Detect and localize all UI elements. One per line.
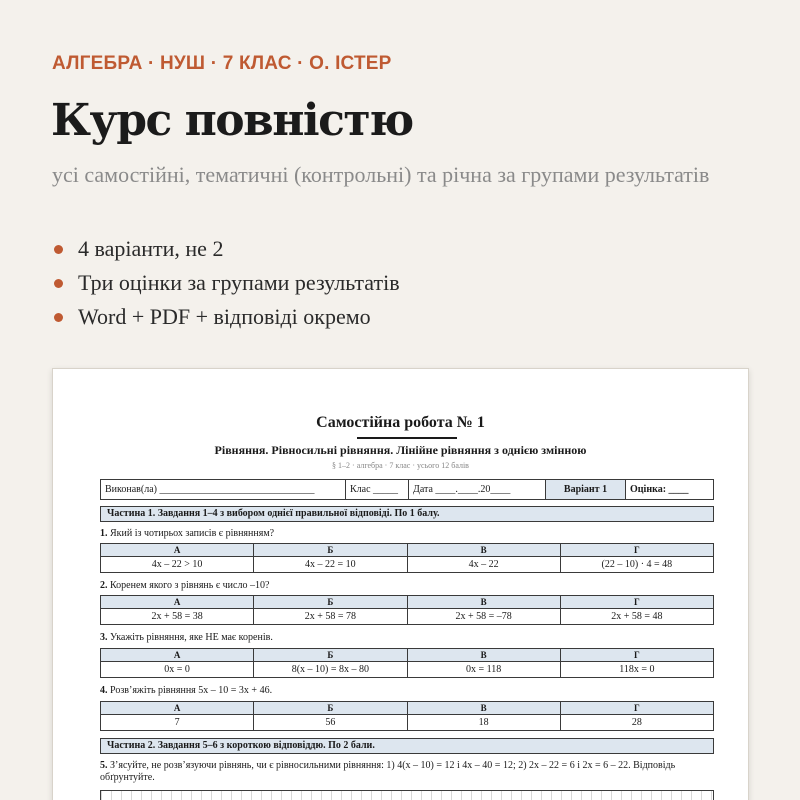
question-text: Коренем якого з рівнянь є число –10?	[107, 580, 270, 591]
answer-options-4	[100, 701, 714, 731]
bullet-dot-icon	[54, 279, 63, 288]
option-letter: А	[101, 596, 254, 609]
option-letter: Г	[560, 596, 713, 609]
question-text: Який із чотирьох записів є рівнянням?	[107, 528, 275, 539]
option-letter: Г	[560, 649, 713, 662]
option-letter: В	[407, 596, 560, 609]
answer-options-2	[100, 595, 714, 625]
student-name-field: Виконав(ла) _______________________________	[101, 480, 346, 500]
feature-text: 4 варіанти, не 2	[78, 236, 224, 261]
option-value: 2x + 58 = 38	[101, 609, 254, 625]
question-number: 5.	[100, 760, 108, 771]
feature-text: Три оцінки за групами результатів	[78, 270, 400, 295]
question-number: 2.	[100, 580, 108, 591]
question-5	[100, 760, 714, 784]
option-value: 2x + 58 = 48	[560, 609, 713, 625]
option-letter: А	[101, 544, 254, 557]
option-letter: Г	[560, 544, 713, 557]
question-1	[100, 528, 274, 539]
worksheet-title: Самостійна робота № 1	[316, 414, 485, 431]
part-2-heading: Частина 2. Завдання 5–6 з короткою відповіддю. По 2 бали.	[100, 738, 714, 754]
question-3	[100, 632, 273, 643]
worksheet-preview	[52, 368, 749, 800]
option-value: 18	[407, 715, 560, 731]
question-text: З’ясуйте, не розв’язуючи рівнянь, чи є рівносильними рівняння: 1) 4(x – 10) = 12 і 4x – 40 = 12; 2) 2x – 22 = 6 і 2x = 6 – 22. Відповідь обґрунтуйте.	[100, 760, 676, 783]
option-letter: В	[407, 649, 560, 662]
option-value: 0x = 118	[407, 662, 560, 678]
option-letter: В	[407, 702, 560, 715]
option-letter: Б	[254, 544, 407, 557]
headline: Курс повністю	[51, 95, 413, 146]
part-1-heading: Частина 1. Завдання 1–4 з вибором однієї правильної відповіді. По 1 балу.	[100, 506, 714, 522]
option-letter: Б	[254, 702, 407, 715]
title-underline	[357, 437, 457, 439]
option-value: 7	[101, 715, 254, 731]
option-value: 28	[560, 715, 713, 731]
option-value: 4x – 22	[407, 557, 560, 573]
option-value: 118x = 0	[560, 662, 713, 678]
option-letter: В	[407, 544, 560, 557]
feature-item	[54, 300, 400, 334]
option-value: 2x + 58 = 78	[254, 609, 407, 625]
subtitle: усі самостійні, тематичні (контрольні) та річна за групами результатів	[52, 162, 710, 187]
grade-field: Оцінка: ____	[626, 480, 714, 500]
answer-options-3	[100, 648, 714, 678]
feature-text: Word + PDF + відповіді окремо	[78, 304, 371, 329]
option-letter: Г	[560, 702, 713, 715]
feature-item	[54, 266, 400, 300]
answer-options-1	[100, 543, 714, 573]
option-value: (22 – 10) · 4 = 48	[560, 557, 713, 573]
option-letter: Б	[254, 649, 407, 662]
option-value: 56	[254, 715, 407, 731]
option-value: 0x = 0	[101, 662, 254, 678]
bullet-dot-icon	[54, 313, 63, 322]
question-number: 4.	[100, 685, 108, 696]
answer-box	[100, 790, 714, 800]
option-value: 4x – 22 > 10	[101, 557, 254, 573]
date-field: Дата ____.____.20____	[409, 480, 546, 500]
worksheet-subtitle: Рівняння. Рівносильні рівняння. Лінійне рівняння з однією змінною	[214, 443, 587, 457]
option-value: 2x + 58 = –78	[407, 609, 560, 625]
question-4	[100, 685, 272, 696]
bullet-dot-icon	[54, 245, 63, 254]
option-letter: Б	[254, 596, 407, 609]
question-number: 1.	[100, 528, 108, 539]
option-value: 8(x – 10) = 8x – 80	[254, 662, 407, 678]
variant-label: Варіант 1	[546, 480, 626, 500]
class-field: Клас _____	[346, 480, 409, 500]
question-2	[100, 580, 269, 591]
question-text: Укажіть рівняння, яке НЕ має коренів.	[107, 632, 273, 643]
question-number: 3.	[100, 632, 108, 643]
feature-list	[54, 232, 400, 334]
feature-item	[54, 232, 400, 266]
option-letter: А	[101, 702, 254, 715]
question-text: Розв’яжіть рівняння 5x – 10 = 3x + 46.	[107, 685, 273, 696]
worksheet-meta: § 1–2 · алгебра · 7 клас · усього 12 балів	[332, 461, 469, 470]
option-letter: А	[101, 649, 254, 662]
course-kicker: АЛГЕБРА · НУШ · 7 КЛАС · О. ІСТЕР	[52, 53, 392, 74]
option-value: 4x – 22 = 10	[254, 557, 407, 573]
student-info-table	[100, 479, 714, 500]
